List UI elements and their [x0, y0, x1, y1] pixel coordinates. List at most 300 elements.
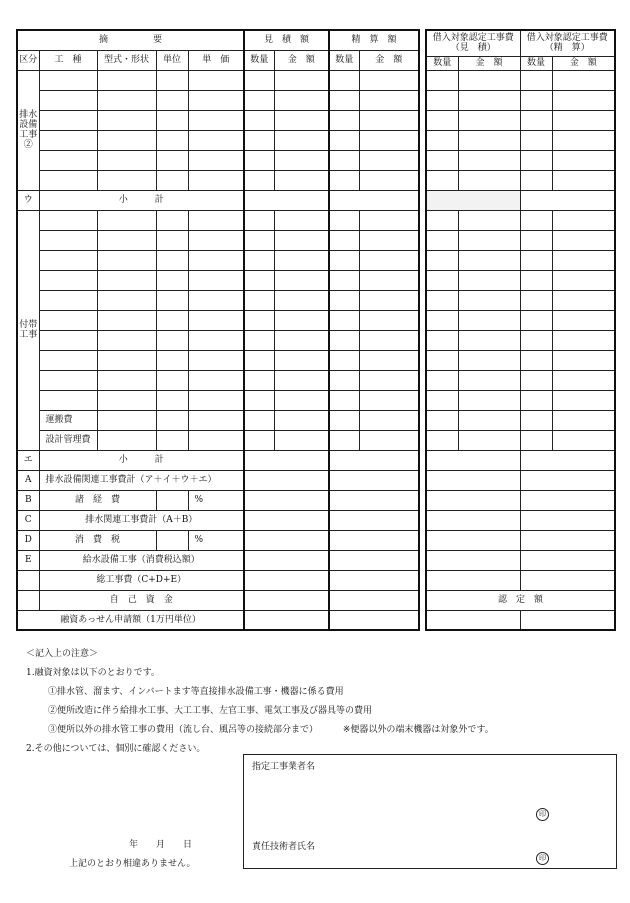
loan-cell[interactable] [520, 350, 552, 370]
drainage-row-cell[interactable] [156, 170, 188, 190]
loan-amount-header-2: 金 額 [552, 56, 615, 70]
loan-cell[interactable] [552, 110, 615, 130]
accessory-row-cell[interactable] [359, 310, 419, 330]
loan-cell[interactable] [552, 70, 615, 90]
accessory-row-cell[interactable] [274, 210, 329, 230]
loan-cell[interactable] [426, 150, 458, 170]
loan-cell[interactable] [552, 370, 615, 390]
accessory-row-cell[interactable] [359, 350, 419, 370]
notes-heading: ＜記入上の注意＞ [26, 649, 99, 659]
accessory-row-cell[interactable] [39, 250, 97, 270]
accessory-row-cell[interactable] [274, 350, 329, 370]
accessory-row-cell[interactable] [97, 250, 156, 270]
subtotal-e-estimate[interactable] [244, 450, 329, 470]
design-cell[interactable] [244, 430, 274, 450]
total-settlement[interactable] [329, 550, 419, 570]
accessory-row-cell[interactable] [359, 330, 419, 350]
accessory-row-cell[interactable] [97, 210, 156, 230]
accessory-row-cell[interactable] [39, 350, 97, 370]
subtotal-e-label: 小 計 [39, 450, 244, 470]
loan-cell[interactable] [552, 130, 615, 150]
loan-cell[interactable] [426, 270, 458, 290]
drainage-row-cell[interactable] [39, 70, 97, 90]
loan-cell[interactable] [520, 370, 552, 390]
note-2: 2.その他については、個別に確認ください。 [26, 744, 206, 754]
percent-sign: % [188, 490, 244, 510]
total-label: 諸 経 費 [39, 490, 156, 510]
accessory-row-cell[interactable] [39, 290, 97, 310]
accessory-row-cell[interactable] [244, 250, 274, 270]
loan-total-settle[interactable] [520, 490, 615, 510]
accessory-row-cell[interactable] [329, 250, 359, 270]
total-estimate[interactable] [244, 550, 329, 570]
accessory-row-cell[interactable] [359, 390, 419, 410]
loan-certified-table [425, 29, 616, 631]
division-header: 区分 [17, 50, 39, 70]
loan-total-est[interactable] [426, 530, 520, 550]
loan-cell[interactable] [520, 150, 552, 170]
design-cell[interactable] [156, 430, 188, 450]
design-cell[interactable] [97, 430, 156, 450]
drainage-row-cell[interactable] [244, 90, 274, 110]
loan-cell[interactable] [458, 270, 520, 290]
transport-cell[interactable] [274, 410, 329, 430]
drainage-row-cell[interactable] [359, 90, 419, 110]
drainage-row-cell[interactable] [274, 170, 329, 190]
loan-cell[interactable] [520, 250, 552, 270]
drainage-row-cell[interactable] [329, 70, 359, 90]
accessory-row-cell[interactable] [274, 370, 329, 390]
loan-cell[interactable] [426, 90, 458, 110]
loan-cell[interactable] [458, 390, 520, 410]
accessory-row-cell[interactable] [39, 270, 97, 290]
accessory-row-cell[interactable] [329, 210, 359, 230]
drainage-row-cell[interactable] [329, 90, 359, 110]
certified-amount-settle[interactable] [520, 610, 615, 630]
loan-cell[interactable] [520, 330, 552, 350]
accessory-row-cell[interactable] [39, 210, 97, 230]
accessory-row-cell[interactable] [156, 370, 188, 390]
design-cell[interactable] [359, 430, 419, 450]
loan-total-settle[interactable] [520, 470, 615, 490]
design-cell[interactable] [329, 430, 359, 450]
accessory-row-cell[interactable] [329, 390, 359, 410]
accessory-row-cell[interactable] [39, 230, 97, 250]
loan-cell[interactable] [458, 410, 520, 430]
total-estimate[interactable] [244, 490, 329, 510]
accessory-row-cell[interactable] [244, 350, 274, 370]
drainage-row-cell[interactable] [156, 70, 188, 90]
drainage-row-cell[interactable] [329, 150, 359, 170]
total-settlement[interactable] [329, 530, 419, 550]
accessory-row-cell[interactable] [156, 330, 188, 350]
accessory-row-cell[interactable] [244, 370, 274, 390]
loan-cell[interactable] [520, 310, 552, 330]
loan-cell[interactable] [426, 390, 458, 410]
accessory-row-cell[interactable] [359, 230, 419, 250]
accessory-row-cell[interactable] [329, 370, 359, 390]
transport-cell[interactable] [188, 410, 244, 430]
accessory-row-cell[interactable] [274, 310, 329, 330]
accessory-row-cell[interactable] [188, 270, 244, 290]
drainage-row-cell[interactable] [156, 90, 188, 110]
accessory-row-cell[interactable] [329, 350, 359, 370]
drainage-row-cell[interactable] [156, 130, 188, 150]
accessory-row-cell[interactable] [244, 390, 274, 410]
accessory-row-cell[interactable] [188, 330, 244, 350]
summary-header: 摘 要 [17, 30, 244, 50]
design-cell[interactable] [188, 430, 244, 450]
accessory-row-cell[interactable] [244, 290, 274, 310]
drainage-row-cell[interactable] [39, 150, 97, 170]
total-label: 排水設備関連工事費計（ア＋イ＋ウ＋エ） [39, 470, 244, 490]
drainage-row-cell[interactable] [156, 110, 188, 130]
total-estimate[interactable] [244, 570, 329, 590]
loan-cell[interactable] [552, 430, 615, 450]
total-estimate[interactable] [244, 510, 329, 530]
loan-subtotal-u-est[interactable] [426, 190, 520, 210]
accessory-row-cell[interactable] [244, 230, 274, 250]
loan-cell[interactable] [520, 90, 552, 110]
settlement-header: 精 算 額 [329, 30, 419, 50]
accessory-row-cell[interactable] [274, 390, 329, 410]
accessory-row-cell[interactable] [156, 290, 188, 310]
accessory-row-cell[interactable] [39, 310, 97, 330]
drainage-row-cell[interactable] [359, 130, 419, 150]
drainage-row-cell[interactable] [274, 130, 329, 150]
loan-cell[interactable] [552, 350, 615, 370]
total-settlement[interactable] [329, 610, 419, 630]
drainage-row-cell[interactable] [97, 150, 156, 170]
total-label: 自 己 資 金 [39, 590, 244, 610]
accessory-row-cell[interactable] [188, 230, 244, 250]
drainage-row-cell[interactable] [188, 170, 244, 190]
loan-cell[interactable] [426, 130, 458, 150]
loan-cell[interactable] [426, 290, 458, 310]
loan-total-settle[interactable] [520, 570, 615, 590]
total-estimate[interactable] [244, 530, 329, 550]
accessory-row-cell[interactable] [244, 270, 274, 290]
loan-amount-header: 金 額 [458, 56, 520, 70]
subtotal-e-settlement[interactable] [329, 450, 419, 470]
work-type-header: 工 種 [39, 50, 97, 70]
accessory-row-cell[interactable] [188, 370, 244, 390]
signature-box [243, 754, 617, 869]
loan-cell[interactable] [552, 230, 615, 250]
accessory-row-cell[interactable] [188, 290, 244, 310]
loan-cell[interactable] [520, 210, 552, 230]
accessory-row-cell[interactable] [329, 270, 359, 290]
accessory-row-cell[interactable] [329, 310, 359, 330]
transport-cell[interactable] [156, 410, 188, 430]
drainage-row-cell[interactable] [39, 170, 97, 190]
drainage-row-cell[interactable] [329, 170, 359, 190]
accessory-row-cell[interactable] [359, 270, 419, 290]
loan-cell[interactable] [552, 150, 615, 170]
loan-cell[interactable] [520, 430, 552, 450]
drainage-row-cell[interactable] [97, 110, 156, 130]
rate-input[interactable] [156, 490, 188, 510]
accessory-row-cell[interactable] [97, 390, 156, 410]
loan-subtotal-e-est[interactable] [426, 450, 520, 470]
accessory-row-cell[interactable] [274, 330, 329, 350]
confirmation-text: 上記のとおり相違ありません。 [69, 859, 196, 869]
loan-cell[interactable] [520, 230, 552, 250]
total-settlement[interactable] [329, 470, 419, 490]
drainage-row-cell[interactable] [244, 70, 274, 90]
drainage-row-cell[interactable] [188, 90, 244, 110]
loan-cell[interactable] [552, 250, 615, 270]
accessory-row-cell[interactable] [188, 210, 244, 230]
drainage-row-cell[interactable] [244, 130, 274, 150]
drainage-row-cell[interactable] [97, 130, 156, 150]
loan-total-est[interactable] [426, 510, 520, 530]
loan-cell[interactable] [552, 210, 615, 230]
accessory-row-cell[interactable] [359, 290, 419, 310]
certified-amount-est[interactable] [426, 610, 520, 630]
rate-input[interactable] [156, 530, 188, 550]
drainage-row-cell[interactable] [97, 170, 156, 190]
loan-cell[interactable] [426, 370, 458, 390]
accessory-row-cell[interactable] [97, 350, 156, 370]
notes-section [26, 645, 494, 759]
loan-cell[interactable] [458, 90, 520, 110]
drainage-row-cell[interactable] [244, 150, 274, 170]
loan-cell[interactable] [426, 230, 458, 250]
total-settlement[interactable] [329, 590, 419, 610]
loan-cell[interactable] [458, 230, 520, 250]
loan-est-header [426, 30, 520, 56]
loan-cell[interactable] [458, 170, 520, 190]
loan-cell[interactable] [458, 330, 520, 350]
accessory-row-cell[interactable] [329, 230, 359, 250]
accessory-row-cell[interactable] [329, 290, 359, 310]
drainage-row-cell[interactable] [188, 110, 244, 130]
accessory-row-cell[interactable] [274, 250, 329, 270]
drainage-row-cell[interactable] [39, 130, 97, 150]
accessory-row-cell[interactable] [188, 250, 244, 270]
accessory-row-cell[interactable] [188, 390, 244, 410]
accessory-row-cell[interactable] [244, 210, 274, 230]
certified-amount-label: 認 定 額 [426, 590, 615, 610]
loan-cell[interactable] [458, 70, 520, 90]
loan-cell[interactable] [520, 130, 552, 150]
total-estimate[interactable] [244, 470, 329, 490]
loan-cell[interactable] [520, 110, 552, 130]
note-1a: ①排水管、溜ます、インバートます等直接排水設備工事・機器に係る費用 [48, 687, 344, 697]
loan-qty-header-2: 数量 [520, 56, 552, 70]
accessory-row-cell[interactable] [39, 370, 97, 390]
total-estimate[interactable] [244, 610, 329, 630]
settle-qty-header: 数量 [329, 50, 359, 70]
note-1c: ③便所以外の排水管工事の費用（流し台、風呂等の接続部分まで） [48, 725, 319, 735]
loan-cell[interactable] [458, 430, 520, 450]
loan-cell[interactable] [520, 410, 552, 430]
loan-cell[interactable] [458, 290, 520, 310]
loan-cell[interactable] [458, 370, 520, 390]
transport-cell[interactable] [359, 410, 419, 430]
drainage-row-cell[interactable] [97, 90, 156, 110]
accessory-row-cell[interactable] [39, 330, 97, 350]
loan-subtotal-u-settle[interactable] [520, 190, 615, 210]
loan-cell[interactable] [426, 350, 458, 370]
accessory-row-cell[interactable] [359, 210, 419, 230]
accessory-row-cell[interactable] [274, 270, 329, 290]
loan-cell[interactable] [426, 170, 458, 190]
design-cell[interactable] [274, 430, 329, 450]
accessory-row-cell[interactable] [188, 350, 244, 370]
drainage-row-cell[interactable] [274, 150, 329, 170]
accessory-row-cell[interactable] [97, 310, 156, 330]
transport-label: 運搬費 [39, 410, 97, 430]
loan-subtotal-e-settle[interactable] [520, 450, 615, 470]
total-estimate[interactable] [244, 590, 329, 610]
drainage-row-cell[interactable] [329, 110, 359, 130]
accessory-row-cell[interactable] [274, 230, 329, 250]
total-settlement[interactable] [329, 510, 419, 530]
accessory-row-cell[interactable] [39, 390, 97, 410]
contractor-seal-icon: 印 [536, 808, 549, 821]
loan-cell[interactable] [552, 270, 615, 290]
drainage-row-cell[interactable] [97, 70, 156, 90]
loan-cell[interactable] [458, 310, 520, 330]
accessory-row-cell[interactable] [156, 310, 188, 330]
accessory-row-cell[interactable] [156, 390, 188, 410]
loan-total-settle[interactable] [520, 550, 615, 570]
accessory-section-label: 付帯工事 [17, 210, 39, 450]
total-settlement[interactable] [329, 490, 419, 510]
accessory-row-cell[interactable] [97, 370, 156, 390]
total-code [17, 590, 39, 610]
transport-cell[interactable] [244, 410, 274, 430]
loan-cell[interactable] [552, 390, 615, 410]
drainage-row-cell[interactable] [39, 90, 97, 110]
subtotal-u-settlement[interactable] [329, 190, 419, 210]
loan-cell[interactable] [458, 210, 520, 230]
accessory-row-cell[interactable] [274, 290, 329, 310]
contractor-name-label: 指定工事業者名 [252, 762, 316, 772]
loan-total-est[interactable] [426, 550, 520, 570]
drainage-row-cell[interactable] [274, 70, 329, 90]
loan-cell[interactable] [552, 330, 615, 350]
drainage-row-cell[interactable] [188, 130, 244, 150]
accessory-row-cell[interactable] [359, 370, 419, 390]
loan-cell[interactable] [426, 110, 458, 130]
loan-total-settle[interactable] [520, 530, 615, 550]
drainage-row-cell[interactable] [359, 150, 419, 170]
loan-cell[interactable] [458, 130, 520, 150]
loan-cell[interactable] [552, 90, 615, 110]
percent-sign: % [188, 530, 244, 550]
loan-cell[interactable] [426, 310, 458, 330]
loan-cell[interactable] [458, 250, 520, 270]
design-label: 設計管理費 [39, 430, 97, 450]
estimate-table [16, 29, 420, 631]
estimate-header: 見 積 額 [244, 30, 329, 50]
unit-header: 単位 [156, 50, 188, 70]
drainage-row-cell[interactable] [329, 130, 359, 150]
loan-cell[interactable] [552, 410, 615, 430]
drainage-row-cell[interactable] [156, 150, 188, 170]
accessory-row-cell[interactable] [156, 350, 188, 370]
loan-settle-sub: （精 算） [544, 43, 590, 54]
loan-cell[interactable] [520, 390, 552, 410]
engineer-seal-icon: 印 [536, 852, 549, 865]
total-code: A [17, 470, 39, 490]
accessory-row-cell[interactable] [97, 330, 156, 350]
loan-cell[interactable] [520, 170, 552, 190]
accessory-row-cell[interactable] [188, 310, 244, 330]
accessory-row-cell[interactable] [156, 270, 188, 290]
loan-total-settle[interactable] [520, 510, 615, 530]
loan-total-est[interactable] [426, 570, 520, 590]
drainage-row-cell[interactable] [188, 150, 244, 170]
loan-cell[interactable] [426, 250, 458, 270]
transport-cell[interactable] [97, 410, 156, 430]
subtotal-u-estimate[interactable] [244, 190, 329, 210]
loan-total-est[interactable] [426, 490, 520, 510]
drainage-section-label: 排水設備工事② [17, 70, 39, 190]
loan-cell[interactable] [552, 290, 615, 310]
drainage-row-cell[interactable] [274, 90, 329, 110]
note-1: 1.融資対象は以下のとおりです。 [26, 668, 160, 678]
total-code: B [17, 490, 39, 510]
loan-cell[interactable] [426, 210, 458, 230]
loan-qty-header: 数量 [426, 56, 458, 70]
drainage-row-cell[interactable] [359, 70, 419, 90]
drainage-row-cell[interactable] [39, 110, 97, 130]
loan-cell[interactable] [426, 330, 458, 350]
loan-cell[interactable] [520, 270, 552, 290]
drainage-row-cell[interactable] [244, 110, 274, 130]
loan-total-est[interactable] [426, 470, 520, 490]
drainage-row-cell[interactable] [244, 170, 274, 190]
accessory-row-cell[interactable] [244, 330, 274, 350]
drainage-row-cell[interactable] [359, 170, 419, 190]
loan-cell[interactable] [552, 310, 615, 330]
est-amount-header: 金 額 [274, 50, 329, 70]
transport-cell[interactable] [329, 410, 359, 430]
unit-price-header: 単 価 [188, 50, 244, 70]
loan-cell[interactable] [426, 430, 458, 450]
loan-cell[interactable] [520, 70, 552, 90]
loan-cell[interactable] [458, 150, 520, 170]
accessory-row-cell[interactable] [156, 230, 188, 250]
accessory-row-cell[interactable] [359, 250, 419, 270]
accessory-row-cell[interactable] [156, 210, 188, 230]
accessory-row-cell[interactable] [97, 270, 156, 290]
loan-cell[interactable] [458, 110, 520, 130]
loan-cell[interactable] [426, 70, 458, 90]
total-settlement[interactable] [329, 570, 419, 590]
drainage-row-cell[interactable] [274, 110, 329, 130]
total-label: 総工事費（C+D+E） [39, 570, 244, 590]
accessory-row-cell[interactable] [97, 230, 156, 250]
note-1b: ②便所改造に伴う給排水工事、大工工事、左官工事、電気工事及び器具等の費用 [48, 706, 373, 716]
loan-cell[interactable] [552, 170, 615, 190]
drainage-row-cell[interactable] [188, 70, 244, 90]
loan-cell[interactable] [520, 290, 552, 310]
accessory-row-cell[interactable] [97, 290, 156, 310]
loan-est-title: 借入対象認定工事費 [432, 33, 514, 44]
loan-cell[interactable] [458, 350, 520, 370]
total-code: D [17, 530, 39, 550]
loan-cell[interactable] [426, 410, 458, 430]
accessory-row-cell[interactable] [329, 330, 359, 350]
accessory-row-cell[interactable] [156, 250, 188, 270]
accessory-row-cell[interactable] [244, 310, 274, 330]
drainage-row-cell[interactable] [359, 110, 419, 130]
